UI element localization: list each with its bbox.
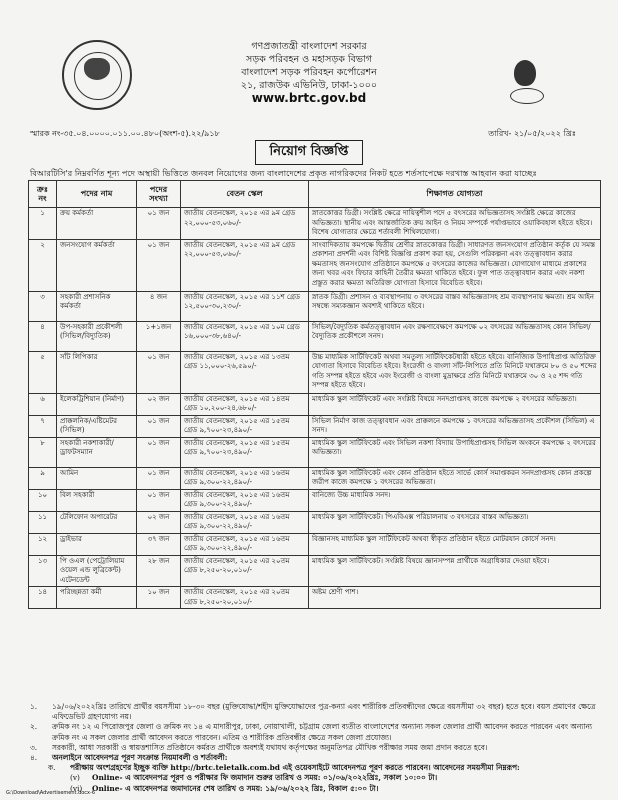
note-item — [30, 722, 600, 742]
header-post: পদের নাম — [57, 181, 137, 208]
table-row — [29, 351, 601, 393]
cell-serial: ১৩ — [29, 555, 57, 587]
cell-count: ১০ জন — [137, 587, 181, 609]
note-text: পরীক্ষায় অংশগ্রহণের ইচ্ছুক ব্যক্তি http://brtc.teletalk.com.bd এই ওয়েবসাইটে আবেদনপত্র পূরণ করতে পারবেন। আবেদনের সময়সীমা নিম্নরূপ: — [70, 763, 520, 773]
note-number: ১. — [30, 702, 38, 711]
header-line-4: ২১, রাজউক এভিনিউ, ঢাকা-১০০০ — [240, 80, 378, 91]
cell-post: টেলিফোন অপারেটর — [57, 511, 137, 533]
notes-section — [30, 702, 600, 794]
cell-scale: জাতীয় বেতনস্কেল, ২০১৫ এর ১৬তম গ্রেড ৯,৩০০-২২,৪৯০/- — [181, 511, 309, 533]
cell-qualification: অষ্টম শ্রেণী পাশ। — [309, 587, 601, 609]
cell-serial: ১ — [29, 208, 57, 240]
table-body — [29, 208, 601, 609]
cell-count: ১+১জন — [137, 321, 181, 351]
cell-serial: ৯ — [29, 467, 57, 489]
note-text: Online- এ আবেদনপত্র জমাদানের শেষ তারিখ ও সময়: ১৯/০৬/২০২২ খ্রিঃ, বিকাল ৫:০০ টা। — [92, 783, 379, 793]
cell-count: ০১ জন — [137, 239, 181, 291]
note-item — [30, 743, 600, 753]
note-number: ৩. — [30, 742, 38, 752]
cell-qualification: বানিজ্যে উচ্চ মাধ্যমিক সনদ। — [309, 489, 601, 511]
cell-post: জনসংযোগ কর্মকর্তা — [57, 239, 137, 291]
cell-post: সাঁট লিপিকার — [57, 351, 137, 393]
note-item — [30, 763, 600, 773]
header-line-3: বাংলাদেশ সড়ক পরিবহন কর্পোরেশন — [241, 67, 377, 78]
cell-qualification: উচ্চ মাধ্যমিক সার্টিফিকেট অথবা সমতুল্য সার্টিফিকেটধারী হইতে হইবে। বানিজ্যিক উপাধিপ্রাপ্ত অতিরিক্ত যোগ্যতা হিসাবে বিবেচিত হইবে। ইংরেজী ও বাংলা সাঁট-লিপিতে প্রতি মিনিটে যথাক্রমে ৮০ ও ৫০ শব্দের গতি সম্পন্ন হইতে হইবে এবং ইংরেজী ও বাংলা মুদ্রাক্ষরে প্রতি মিনিটে যথাক্রমে ৩০ ও ২৫ শব্দ গতি সম্পন্ন হইতে হইবে। — [309, 351, 601, 393]
cell-scale: জাতীয় বেতনস্কেল, ২০১৫ এর ৯ম গ্রেড ২২,০০০-৫৩,০৬০/- — [181, 239, 309, 291]
header-serial: ক্রঃ নং — [29, 181, 57, 208]
cell-count: ০১ জন — [137, 489, 181, 511]
note-item — [30, 784, 600, 794]
cell-scale: জাতীয় বেতনস্কেল, ২০১৫ এর ২০তম গ্রেড ৮,২৫০-২০,০১০/- — [181, 555, 309, 587]
cell-scale: জাতীয় বেতনস্কেল, ২০১৫ এর ১৪তম গ্রেড ১০,২০০-২৪,৬৮০/- — [181, 393, 309, 415]
cell-serial: ৪ — [29, 321, 57, 351]
notice-title: নিয়োগ বিজ্ঞপ্তি — [255, 140, 364, 165]
cell-count: ০১ জন — [137, 467, 181, 489]
table-row — [29, 587, 601, 609]
note-text: সরকারী, আধা সরকারী ও স্বায়ত্তশাসিত প্রতিষ্ঠানে কর্মরত প্রার্থীকে অবশ্যই যথাযথ কর্তৃপক্ষের অনুমতিপত্র মৌখিক পরীক্ষার সময় জমা প্রদান করতে হবে। — [52, 742, 488, 752]
cell-scale: জাতীয় বেতনস্কেল, ২০১৫ এর ১৬তম গ্রেড ৯,৩০০-২২,৪৯০/- — [181, 489, 309, 511]
cell-count: ২৮ জন — [137, 555, 181, 587]
note-text: ১৯/০৬/২০২২খ্রিঃ তারিখে প্রার্থীর বয়সসীমা ১৮-৩০ বছর (মুক্তিযোদ্ধা/শহীদ মুক্তিযোদ্ধাদের পুত্র-কন্যা এবং শারীরিক প্রতিবন্ধীদের ক্ষেত্রে বয়সসীমা ৩২ বছর) হতে হবে। বয়স প্রমাণের ক্ষেত্রে এফিডেভিট গ্রহণযোগ্য নয়। — [52, 702, 596, 722]
table-row — [29, 533, 601, 555]
table-row — [29, 393, 601, 415]
cell-post: ক্রয় কর্মকর্তা — [57, 208, 137, 240]
table-row — [29, 321, 601, 351]
table-row — [29, 467, 601, 489]
cell-serial: ৩ — [29, 291, 57, 321]
table-row — [29, 239, 601, 291]
cell-count: ০১ জন — [137, 437, 181, 467]
cell-post: পরিচ্ছন্নতা কর্মী — [57, 587, 137, 609]
cell-post: ইলেকট্রিশিয়ান (নির্মাণ) — [57, 393, 137, 415]
header-count: পদের সংখ্যা — [137, 181, 181, 208]
cell-qualification: বিজ্ঞানসহ মাধ্যমিক স্কুল সার্টিফিকেট অথবা স্বীকৃত প্রতিষ্ঠান হইতে মোটরযান কোর্সে সনদ। — [309, 533, 601, 555]
cell-qualification: মাধ্যমিক স্কুল সার্টিফিকেট। পিএবিএক্স পরিচালনায় ৩ বৎসরের বাস্তব অভিজ্ঞতা। — [309, 511, 601, 533]
cell-scale: জাতীয় বেতনস্কেল, ২০১৫ এর ১০ম গ্রেড ১৬,০০০-৩৮,৬৪০/- — [181, 321, 309, 351]
note-text: Online- এ আবেদনপত্র পূরণ ও পরীক্ষার ফি জমাদান শুরুর তারিখ ও সময়: ০১/০৬/২০২২খ্রিঃ, সকাল ১০:০০ টা। — [92, 773, 438, 783]
header-scale: বেতন স্কেল — [181, 181, 309, 208]
cell-post: প্রাক্কলনিক/এষ্টিমেটর (সিভিল) — [57, 415, 137, 437]
cell-count: ৩৭ জন — [137, 533, 181, 555]
cell-serial: ১১ — [29, 511, 57, 533]
cell-scale: জাতীয় বেতনস্কেল, ২০১৫ এর ১৬তম গ্রেড ৯,৩০০-২২,৪৯০/- — [181, 533, 309, 555]
note-number: ২. — [30, 722, 38, 732]
cell-count: ০২ জন — [137, 511, 181, 533]
cell-qualification: মাধ্যমিক স্কুল সার্টিফিকেট এবং সংশ্লিষ্ট বিষয়ে সনদপ্রাপ্তসহ কাজে কমপক্ষে ২ বৎসরের অভিজ্ঞতা। — [309, 393, 601, 415]
cell-serial: ৬ — [29, 393, 57, 415]
memo-number: স্মারক নং-৩৫.০৪.০০০০.০১১.০০.৪৮০(অংশ-৫).২২/৯১৮ — [30, 129, 220, 138]
cell-post: সহকারী নকশাকারী/ড্রাফটসম্যান — [57, 437, 137, 467]
cell-serial: ৮ — [29, 437, 57, 467]
cell-serial: ২ — [29, 239, 57, 291]
intro-text: বিআরটিসি'র নিম্নবর্ণিত শূন্য পদে অস্থায়ী ভিত্তিতে জনবল নিয়োগের জন্য বাংলাদেশের প্রকৃত নাগরিকদের নিকট হতে শর্তসাপেক্ষে দরখাস্ত আহবান করা যাচ্ছেঃ — [30, 168, 537, 178]
header-line-1: গণপ্রজাতন্ত্রী বাংলাদেশ সরকার — [251, 41, 367, 52]
vacancy-table — [28, 180, 601, 609]
cell-qualification: সাংবাদিকতায় কমপক্ষে দ্বিতীয় শ্রেণীর স্নাতকোত্তর ডিগ্রী। সাধারণত জনসংযোগ প্রতিষ্ঠান কর্তৃক যে সমস্ত প্রকাশনা প্রদর্শনী এবং বিশিষ্ট বিজ্ঞপ্তি প্রকাশ করা হয়, সেগুলি পরিকল্পনা এবং তত্ত্বাবধান করার ক্ষমতাসহ জনসংযোগ প্রতিষ্ঠানে কমপক্ষে ৫ বৎসরের কাজের অভিজ্ঞতা। যোগাযোগ মাধ্যমে প্রকাশের জন্য খবর এবং ফিচার কাহিনী তৈরীর ক্ষমতা থাকিতে হইবে। ফুল পাত তত্ত্বাবধান করার এবং নকশা প্রস্তুত করার ক্ষমতা অতিরিক্ত যোগ্যতা হিসাবে বিবেচিত হইবে। — [309, 239, 601, 291]
cell-serial: ১২ — [29, 533, 57, 555]
letterhead — [0, 40, 618, 105]
cell-count: ০১ জন — [137, 208, 181, 240]
memo-date: তারিখ- ২১/০৫/২০২২ খ্রিঃ — [488, 129, 576, 138]
cell-post: সহকারী প্রশাসনিক কর্মকর্তা — [57, 291, 137, 321]
cell-qualification: সিভিল নির্মাণ কাজ তত্ত্বাবধান এবং প্রাক্কলনে কমপক্ষে ১ বৎসরের অভিজ্ঞতাসহ প্রকৌশল (সিভিল) এ সনদ। — [309, 415, 601, 437]
cell-serial: ১০ — [29, 489, 57, 511]
note-item — [30, 753, 600, 763]
header-line-2: সড়ক পরিবহন ও মহাসড়ক বিভাগ — [246, 54, 372, 65]
cell-qualification: মাধ্যমিক স্কুল সার্টিফিকেট এবং সিভিল নকশা বিদ্যায় উপাধিপ্রাপ্তসহ সিভিল অংকনে কমপক্ষে ২ বৎসরের অভিজ্ঞতা। — [309, 437, 601, 467]
cell-scale: জাতীয় বেতনস্কেল, ২০১৫ এর ১৫তম গ্রেড ৯,৭০০-২৩,৪৯০/- — [181, 437, 309, 467]
table-row — [29, 511, 601, 533]
cell-post: বিল সহকারী — [57, 489, 137, 511]
cell-post: পি ওএল (পেট্রোলিয়াম ওয়েল এন্ড লুব্রিকেন্ট) এটেনডেন্ট — [57, 555, 137, 587]
note-item — [30, 702, 600, 722]
cell-post: আমিন — [57, 467, 137, 489]
note-text: ক্রমিক নং ১২ এ পিরোজপুর জেলা ও ক্রমিক নং ১৪ এ মাদারীপুর, ঢাকা, নোয়াখালী, চট্টগ্রাম জেলা ব্যতীত বাংলাদেশের অন্যান্য সকল জেলার প্রার্থী আবেদন করতে পারবেন এবং অন্যান্য ক্রমিক নং এ সকল জেলার প্রার্থী আবেদন করতে পারবেন। এতিম ও শারীরিক প্রতিবন্ধীর ক্ষেত্রে সকল জেলা প্রযোজ্য। — [52, 722, 593, 742]
file-path-footer: G:\Download\Advertisement.docx-6 — [6, 790, 96, 796]
cell-scale: জাতীয় বেতনস্কেল, ২০১৫ এর ১১শ গ্রেড ১২,৫০০-৩০,২৩০/- — [181, 291, 309, 321]
cell-scale: জাতীয় বেতনস্কেল, ২০১৫ এর ১৩তম গ্রেড ১১,০০০-২৬,৫৯০/- — [181, 351, 309, 393]
table-row — [29, 291, 601, 321]
cell-scale: জাতীয় বেতনস্কেল, ২০১৫ এর ১৬তম গ্রেড ৯,৩০০-২২,৪৯০/- — [181, 467, 309, 489]
cell-serial: ৭ — [29, 415, 57, 437]
cell-qualification: স্নাতক ডিগ্রী। প্রশাসন ও ব্যবস্থাপনায় ৩ বৎসরের বাস্তব অভিজ্ঞতাসহ শ্রম ব্যবস্থাপনায় ক্ষমতা। শ্রম আইন সম্বন্ধে সম্যকজ্ঞান অবশ্যই থাকিতে হইবে। — [309, 291, 601, 321]
table-row — [29, 208, 601, 240]
table-row — [29, 415, 601, 437]
table-row — [29, 489, 601, 511]
cell-scale: জাতীয় বেতনস্কেল, ২০১৫ এর ২০তম গ্রেড ৮,২৫০-২০,০১০/- — [181, 587, 309, 609]
cell-post: উপ-সহকারী প্রকৌশলী (সিভিল/বিদ্যুতিক) — [57, 321, 137, 351]
table-row — [29, 555, 601, 587]
cell-scale: জাতীয় বেতনস্কেল, ২০১৫ এর ১৫তম গ্রেড ৯,৭০০-২৩,৪৯০/- — [181, 415, 309, 437]
cell-qualification: মাধ্যমিক স্কুল সার্টিফিকেট এবং কোন প্রতিষ্ঠান হইতে সার্ভে কোর্স সমাপ্তকরন সনদপ্রাপ্তসহ কোন প্রকল্পে জরীপ কাজে কমপক্ষে ১ বৎসরের অভিজ্ঞতা। — [309, 467, 601, 489]
cell-count: ৪ জন — [137, 291, 181, 321]
cell-qualification: সিভিল/বৈদ্যুতিক কর্মতত্ত্বাবধান এবং রক্ষণাবেক্ষণে কমপক্ষে ০২ বৎসরের অভিজ্ঞতাসহ কোন সিভিল/বৈদ্যুতিক প্রকৌশলে সনদ। — [309, 321, 601, 351]
notice-title-wrap — [0, 140, 618, 165]
cell-serial: ৫ — [29, 351, 57, 393]
cell-qualification: স্নাতকোত্তর ডিগ্রী। সংশ্লিষ্ট ক্ষেত্রে দায়িত্বশীল পদে ৫ বৎসরের অভিজ্ঞতাসহ সংশ্লিষ্ট ক্ষেত্রে কাজের অভিজ্ঞতা। স্থানীয় এবং আন্তর্জাতিক ক্রয় আইন ও নিয়ম সম্পর্কে পর্যাপ্তভাবে ওয়াকিবহাল হইতে হইবে। বিশেষ যোগ্যতার ক্ষেত্রে শর্তাবলী শিথিলযোগ্য। — [309, 208, 601, 240]
note-item — [30, 773, 600, 783]
cell-qualification: মাধ্যমিক স্কুল সার্টিফিকেট। সংশ্লিষ্ট বিষয়ে জ্ঞানসম্পন্ন প্রার্থীকে অগ্রাধিকার দেওয়া হইবে। — [309, 555, 601, 587]
cell-scale: জাতীয় বেতনস্কেল, ২০১৫ এর ৯ম গ্রেড ২২,০০০-৫৩,০৬০/- — [181, 208, 309, 240]
note-number: (v) — [70, 773, 80, 783]
note-number: ৪. — [30, 753, 38, 763]
website: www.brtc.gov.bd — [251, 91, 367, 105]
note-number: (vi) — [70, 783, 83, 793]
cell-count: ০১ জন — [137, 415, 181, 437]
table-row — [29, 437, 601, 467]
note-text: অনলাইনে আবেদনপত্র পূরণ সংক্রান্ত নিয়মাবলী ও শর্তাবলী: — [52, 753, 228, 763]
table-header-row — [29, 181, 601, 208]
header-qualification: শিক্ষাগত যোগ্যতা — [309, 181, 601, 208]
cell-count: ০১ জন — [137, 351, 181, 393]
cell-post: ড্রাইভার — [57, 533, 137, 555]
note-number: ক. — [48, 763, 56, 773]
cell-count: ০২ জন — [137, 393, 181, 415]
cell-serial: ১৪ — [29, 587, 57, 609]
